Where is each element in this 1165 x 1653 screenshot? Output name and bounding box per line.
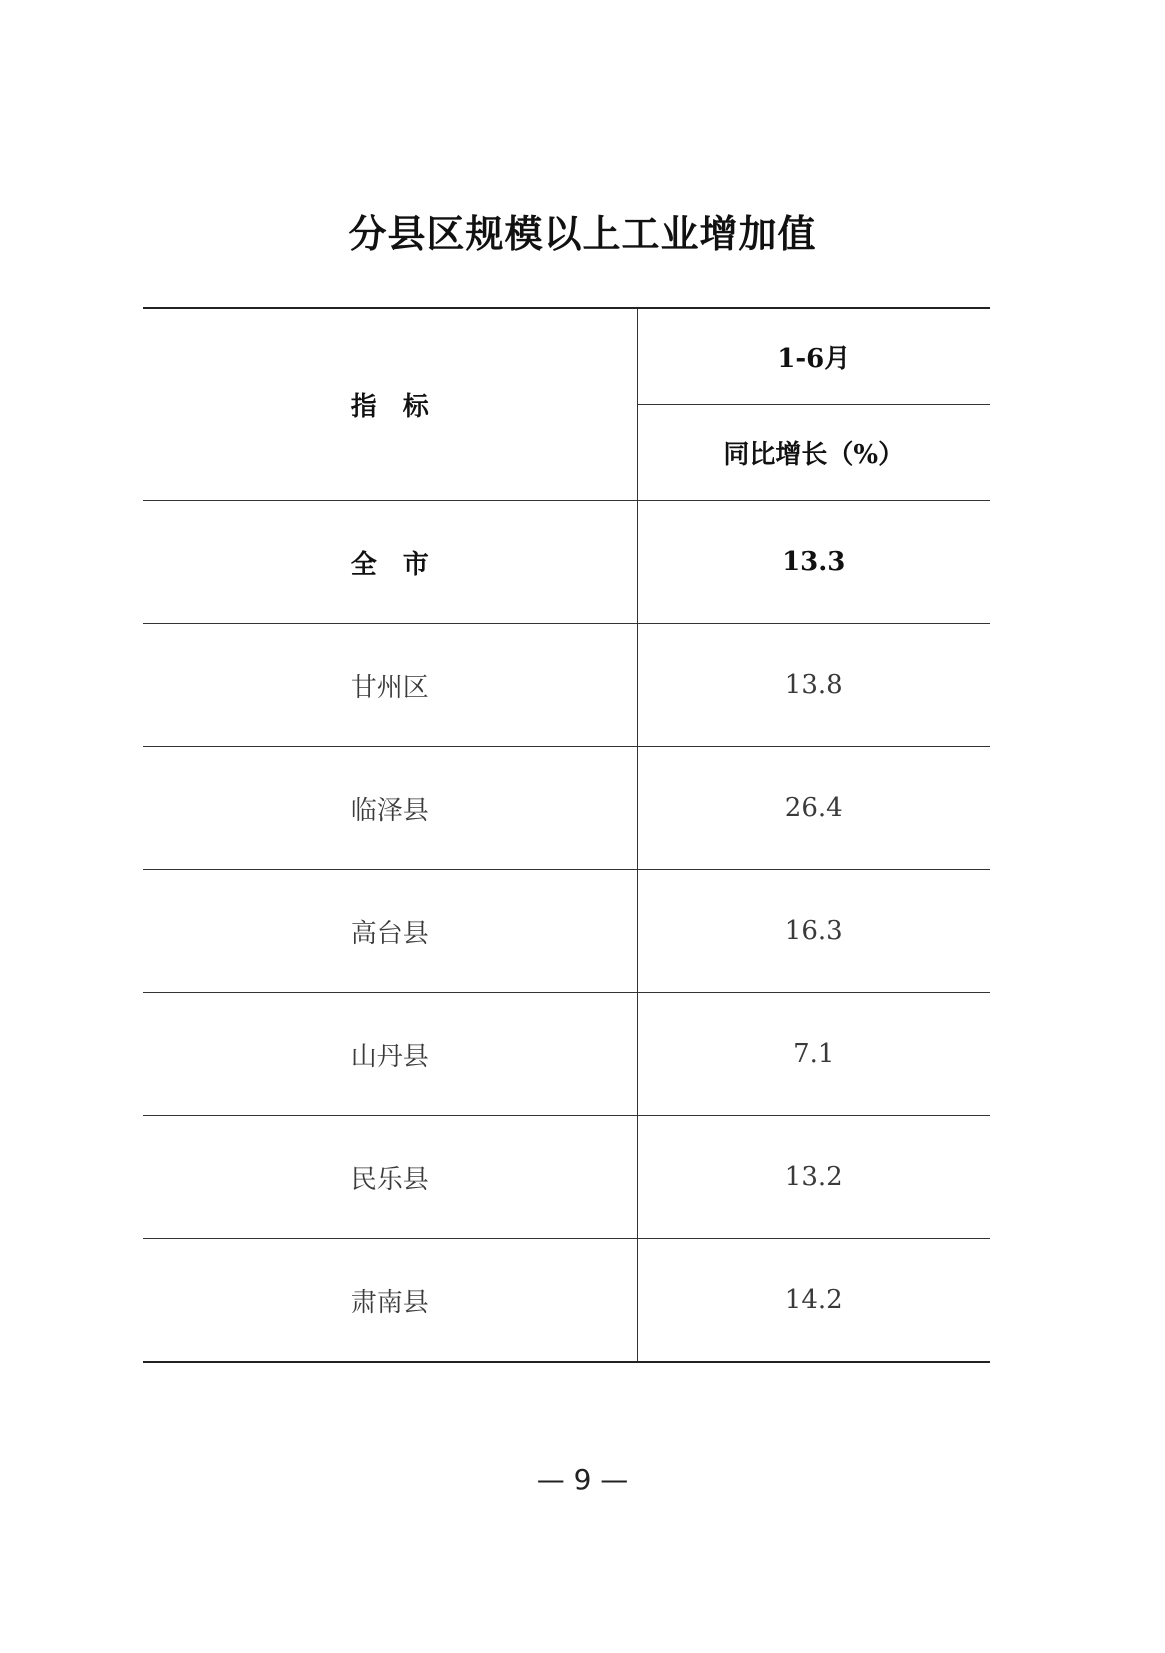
row-name: 临泽县	[143, 747, 637, 870]
table-row	[143, 870, 990, 993]
table-row	[143, 624, 990, 747]
statistics-table	[143, 307, 990, 1363]
period-header: 1-6月	[637, 308, 990, 405]
row-value: 7.1	[637, 993, 990, 1116]
row-value: 13.3	[637, 501, 990, 624]
row-value: 16.3	[637, 870, 990, 993]
table-row	[143, 747, 990, 870]
measure-header: 同比增长（%）	[637, 405, 990, 501]
table-row	[143, 993, 990, 1116]
row-name: 高台县	[143, 870, 637, 993]
row-value: 26.4	[637, 747, 990, 870]
row-name: 肃南县	[143, 1239, 637, 1363]
table-header-row	[143, 308, 990, 405]
table-row	[143, 1116, 990, 1239]
row-value: 13.2	[637, 1116, 990, 1239]
row-name: 民乐县	[143, 1116, 637, 1239]
row-name: 全 市	[143, 501, 637, 624]
table-row-total	[143, 501, 990, 624]
row-name: 山丹县	[143, 993, 637, 1116]
indicator-header: 指 标	[143, 308, 637, 501]
row-value: 14.2	[637, 1239, 990, 1363]
page-number: — 9 —	[536, 1463, 629, 1496]
row-value: 13.8	[637, 624, 990, 747]
row-name: 甘州区	[143, 624, 637, 747]
table-row	[143, 1239, 990, 1363]
page-title: 分县区规模以上工业增加值	[348, 212, 817, 256]
